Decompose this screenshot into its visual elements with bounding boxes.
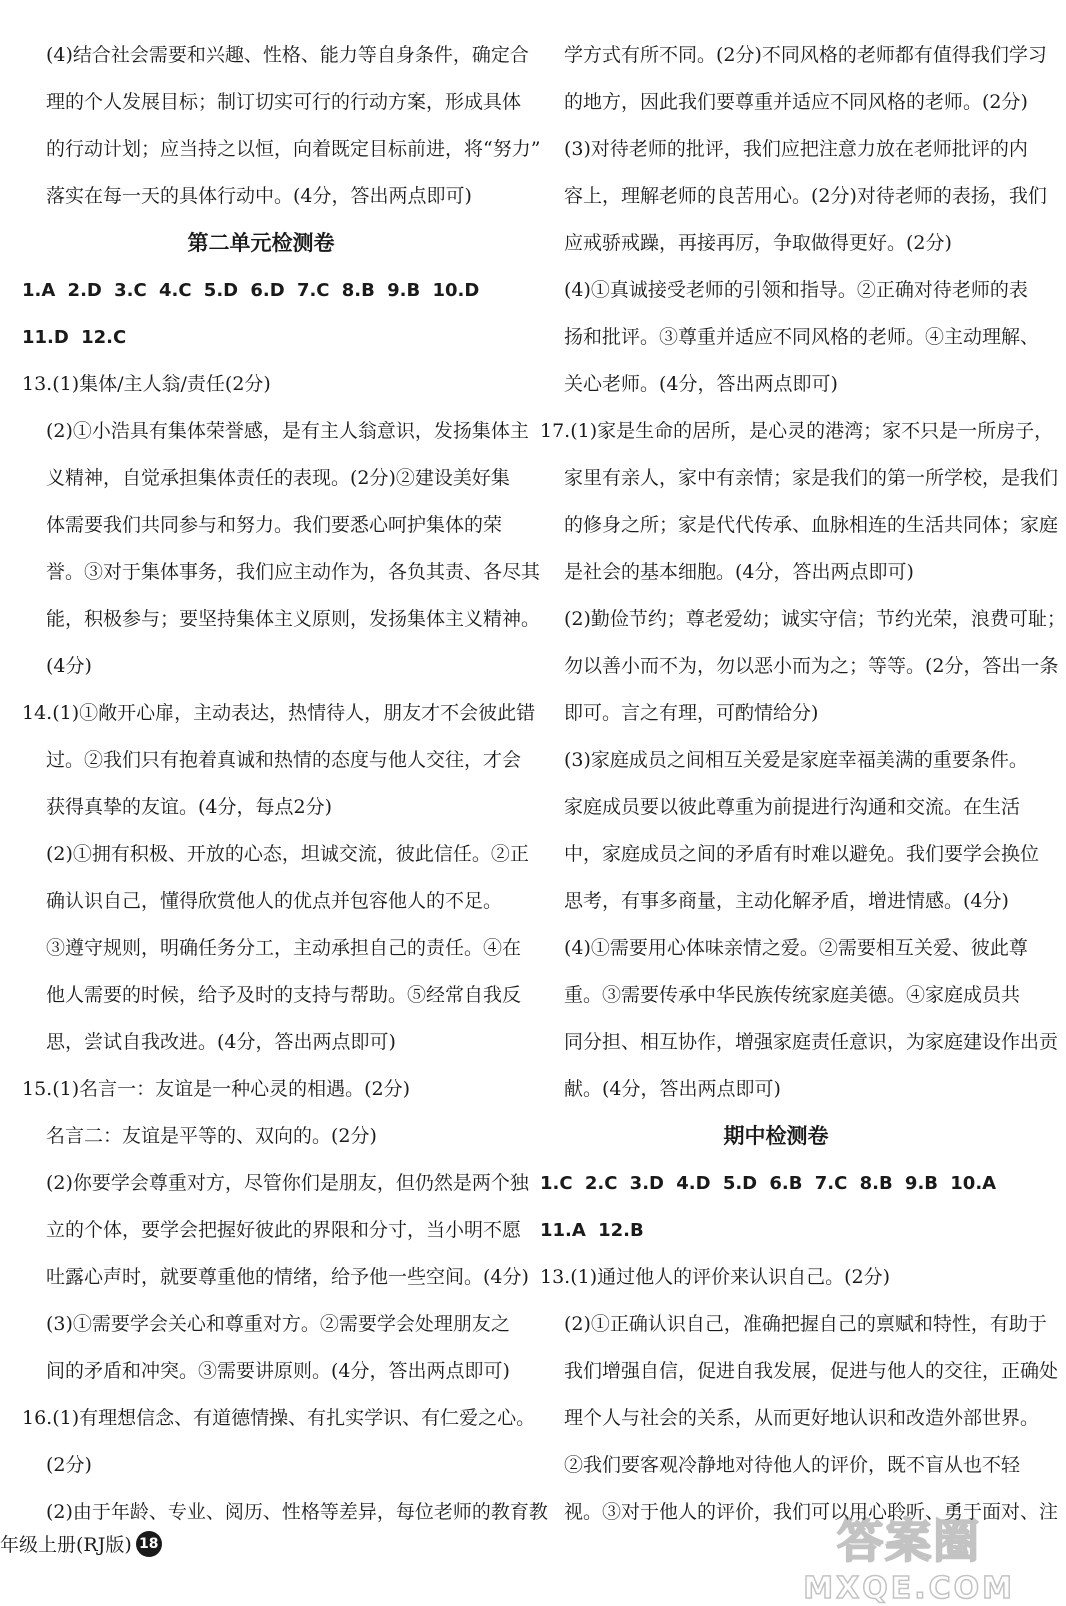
text-line: 同分担、相互协作，增强家庭责任意识，为家庭建设作出贡 bbox=[564, 1031, 1059, 1053]
text-line: 即可。言之有理，可酌情给分) bbox=[564, 702, 819, 724]
text-line: (4分) bbox=[46, 655, 92, 677]
text-line: (2分) bbox=[46, 1454, 92, 1476]
text-line: 我们增强自信，促进自我发展，促进与他人的交往，正确处 bbox=[564, 1360, 1059, 1382]
answer-key-line: 1.A 2.D 3.C 4.C 5.D 6.D 7.C 8.B 9.B 10.D bbox=[22, 280, 480, 301]
text-line: 的修身之所；家是代代传承、血脉相连的生活共同体；家庭 bbox=[564, 514, 1059, 536]
text-line: 思考，有事多商量，主动化解矛盾，增进情感。(4分) bbox=[564, 890, 1009, 912]
text-line: 勿以善小而不为，勿以恶小而为之；等等。(2分，答出一条 bbox=[564, 655, 1059, 677]
text-line: 他人需要的时候，给予及时的支持与帮助。⑤经常自我反 bbox=[46, 984, 522, 1006]
text-line: 家里有亲人，家中有亲情；家是我们的第一所学校，是我们 bbox=[564, 467, 1059, 489]
watermark bbox=[803, 1505, 1015, 1606]
section-heading: 第二单元检测卷 bbox=[187, 231, 335, 255]
text-line: ②我们要客观冷静地对待他人的评价，既不盲从也不轻 bbox=[564, 1454, 1021, 1476]
answer-key-line: 11.D 12.C bbox=[22, 327, 127, 348]
text-line: 立的个体，要学会把握好彼此的界限和分寸，当小明不愿 bbox=[46, 1219, 522, 1241]
text-line: 视。③对于他人的评价，我们可以用心聆听、勇于面对、注 bbox=[564, 1501, 1059, 1523]
question-line: 13.(1)通过他人的评价来认识自己。(2分) bbox=[540, 1266, 891, 1288]
text-line: 间的矛盾和冲突。③需要讲原则。(4分，答出两点即可) bbox=[46, 1360, 510, 1382]
text-line: (2)由于年龄、专业、阅历、性格等差异，每位老师的教育教 bbox=[46, 1501, 548, 1523]
text-line: 体需要我们共同参与和努力。我们要悉心呵护集体的荣 bbox=[46, 514, 503, 536]
question-line: 14.(1)①敞开心扉，主动表达，热情待人，朋友才不会彼此错 bbox=[22, 702, 536, 724]
text-line: 名言二：友谊是平等的、双向的。(2分) bbox=[46, 1125, 377, 1147]
text-line: 能，积极参与；要坚持集体主义原则，发扬集体主义精神。 bbox=[46, 608, 541, 630]
text-line: (2)勤俭节约；尊老爱幼；诚实守信；节约光荣，浪费可耻； bbox=[564, 608, 1066, 630]
text-line: (3)对待老师的批评，我们应把注意力放在老师批评的内 bbox=[564, 138, 1028, 160]
left-column bbox=[22, 32, 548, 1536]
text-line: 誉。③对于集体事务，我们应主动作为，各负其责、各尽其 bbox=[46, 561, 541, 583]
text-line: 应戒骄戒躁，再接再厉，争取做得更好。(2分) bbox=[564, 232, 952, 254]
question-line: 16.(1)有理想信念、有道德情操、有扎实学识、有仁爱之心。 bbox=[22, 1407, 536, 1429]
text-line: (2)①小浩具有集体荣誉感，是有主人翁意识，发扬集体主 bbox=[46, 420, 529, 442]
text-line: 思，尝试自我改进。(4分，答出两点即可) bbox=[46, 1031, 396, 1053]
text-line: 理个人与社会的关系，从而更好地认识和改造外部世界。 bbox=[564, 1407, 1040, 1429]
text-line: (2)你要学会尊重对方，尽管你们是朋友，但仍然是两个独 bbox=[46, 1172, 529, 1194]
footer-grade-label: 年级上册(RJ版) bbox=[0, 1534, 132, 1556]
text-line: (2)①正确认识自己，准确把握自己的禀赋和特性，有助于 bbox=[564, 1313, 1047, 1335]
text-line: 重。③需要传承中华民族传统家庭美德。④家庭成员共 bbox=[564, 984, 1021, 1006]
watermark-logo: 答案圈 bbox=[837, 1514, 982, 1568]
text-line: 理的个人发展目标；制订切实可行的行动方案，形成具体 bbox=[46, 91, 522, 113]
question-line: 15.(1)名言一：友谊是一种心灵的相遇。(2分) bbox=[22, 1078, 411, 1100]
text-line: 义精神，自觉承担集体责任的表现。(2分)②建设美好集 bbox=[46, 467, 510, 489]
text-line: (2)①拥有积极、开放的心态，坦诚交流，彼此信任。②正 bbox=[46, 843, 529, 865]
text-line: 关心老师。(4分，答出两点即可) bbox=[564, 373, 838, 395]
section-heading: 期中检测卷 bbox=[723, 1124, 829, 1148]
text-line: 是社会的基本细胞。(4分，答出两点即可) bbox=[564, 561, 914, 583]
text-line: 献。(4分，答出两点即可) bbox=[564, 1078, 781, 1100]
answer-key-line: 1.C 2.C 3.D 4.D 5.D 6.B 7.C 8.B 9.B 10.A bbox=[540, 1173, 997, 1194]
text-line: 学方式有所不同。(2分)不同风格的老师都有值得我们学习 bbox=[564, 44, 1047, 66]
text-line: ③遵守规则，明确任务分工，主动承担自己的责任。④在 bbox=[46, 937, 522, 959]
text-line: (3)①需要学会关心和尊重对方。②需要学会处理朋友之 bbox=[46, 1313, 510, 1335]
text-line: (3)家庭成员之间相互关爱是家庭幸福美满的重要条件。 bbox=[564, 749, 1028, 771]
text-line: 容上，理解老师的良苦用心。(2分)对待老师的表扬，我们 bbox=[564, 185, 1047, 207]
text-line: 确认识自己，懂得欣赏他人的优点并包容他人的不足。 bbox=[46, 890, 503, 912]
question-line: 13.(1)集体/主人翁/责任(2分) bbox=[22, 373, 271, 395]
text-line: 扬和批评。③尊重并适应不同风格的老师。④主动理解、 bbox=[564, 326, 1040, 348]
text-line: 中，家庭成员之间的矛盾有时难以避免。我们要学会换位 bbox=[564, 843, 1040, 865]
text-line: (4)①真诚接受老师的引领和指导。②正确对待老师的表 bbox=[564, 279, 1028, 301]
text-line: (4)结合社会需要和兴趣、性格、能力等自身条件，确定合 bbox=[46, 44, 529, 66]
text-line: 的地方，因此我们要尊重并适应不同风格的老师。(2分) bbox=[564, 91, 1028, 113]
question-line: 17.(1)家是生命的居所，是心灵的港湾；家不只是一所房子， bbox=[540, 420, 1054, 442]
right-column bbox=[540, 32, 1066, 1536]
watermark-site: MXQE.COM bbox=[803, 1571, 1015, 1606]
text-line: 的行动计划；应当持之以恒，向着既定目标前进，将“努力” bbox=[46, 138, 541, 160]
text-line: 落实在每一天的具体行动中。(4分，答出两点即可) bbox=[46, 185, 472, 207]
text-line: 吐露心声时，就要尊重他的情绪，给予他一些空间。(4分) bbox=[46, 1266, 529, 1288]
page-footer bbox=[0, 1530, 162, 1557]
text-line: (4)①需要用心体味亲情之爱。②需要相互关爱、彼此尊 bbox=[564, 937, 1028, 959]
page-number-badge: 18 bbox=[136, 1531, 162, 1557]
text-line: 家庭成员要以彼此尊重为前提进行沟通和交流。在生活 bbox=[564, 796, 1021, 818]
text-line: 过。②我们只有抱着真诚和热情的态度与他人交往，才会 bbox=[46, 749, 522, 771]
answer-key-line: 11.A 12.B bbox=[540, 1220, 644, 1241]
text-line: 获得真挚的友谊。(4分，每点2分) bbox=[46, 796, 333, 818]
